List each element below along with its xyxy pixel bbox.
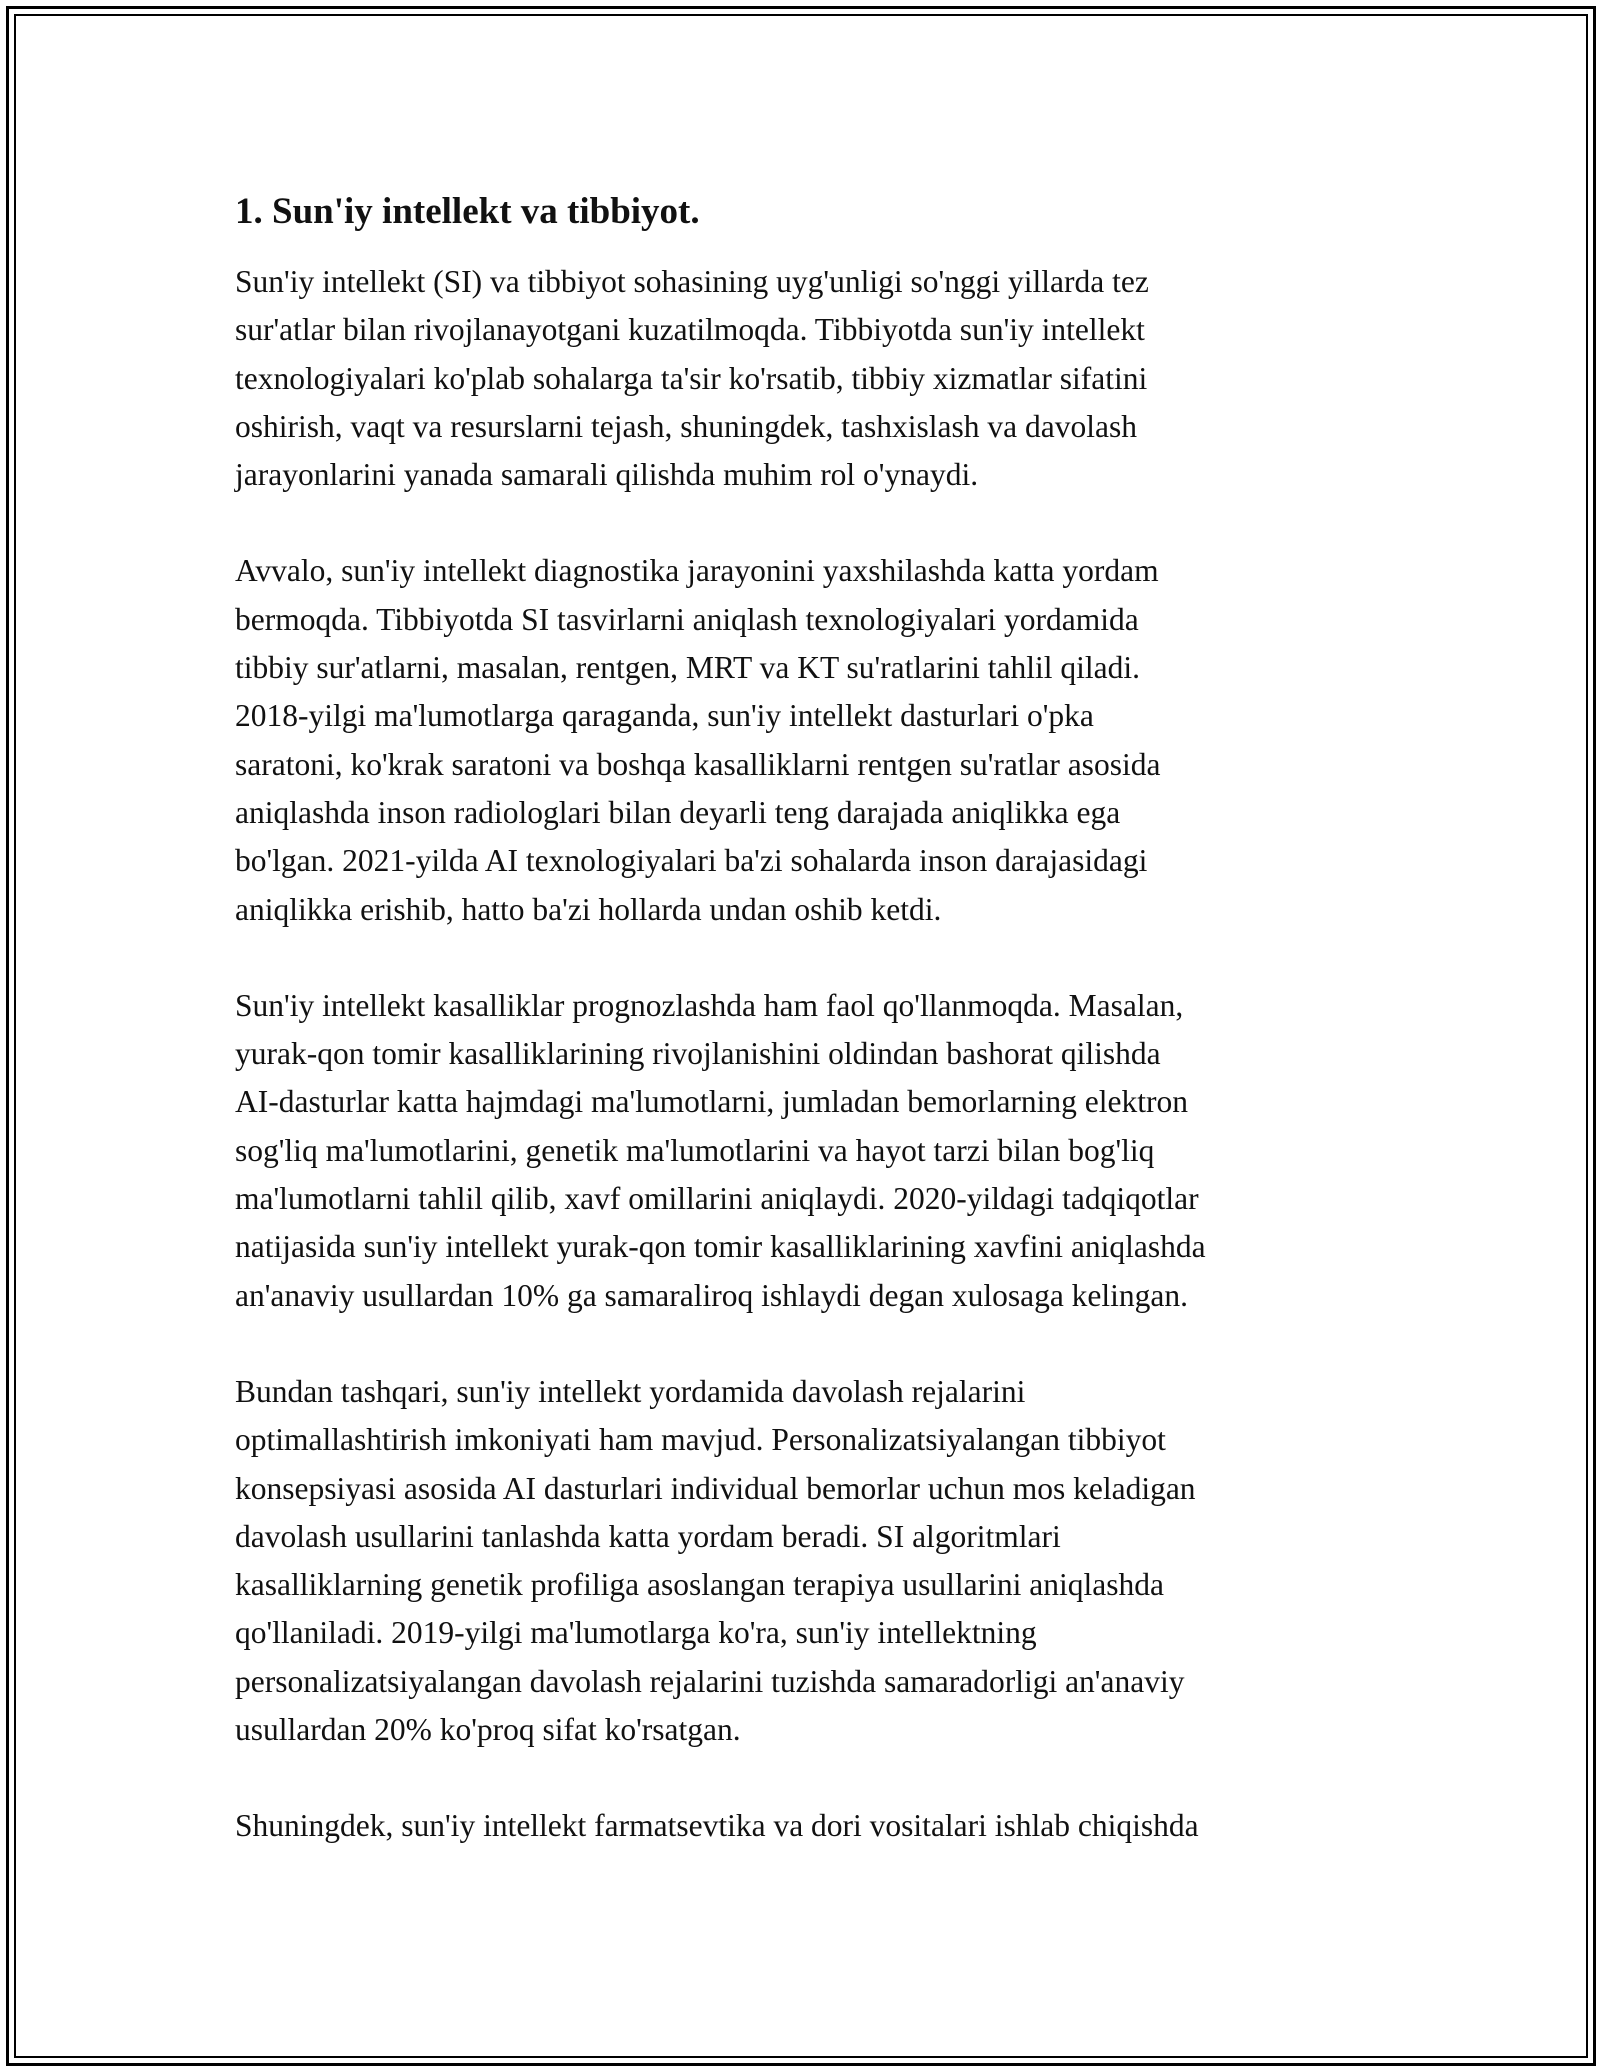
- paragraph-line: bermoqda. Tibbiyotda SI tasvirlarni aniqlash texnologiyalari yordamida: [235, 601, 1139, 637]
- paragraph-line: tibbiy sur'atlarni, masalan, rentgen, MRT va KT su'ratlarini tahlil qiladi.: [235, 650, 1140, 686]
- paragraph-line: 2018-yilgi ma'lumotlarga qaraganda, sun'iy intellekt dasturlari o'pka: [235, 698, 1094, 734]
- paragraph-line: aniqlikka erishib, hatto ba'zi hollarda undan oshib ketdi.: [235, 891, 942, 927]
- paragraph-line: ma'lumotlarni tahlil qilib, xavf omillarini aniqlaydi. 2020-yildagi tadqiqotlar: [235, 1181, 1199, 1217]
- paragraph-line: Shuningdek, sun'iy intellekt farmatsevtika va dori vositalari ishlab chiqishda: [235, 1808, 1199, 1844]
- paragraph-line: yurak-qon tomir kasalliklarining rivojlanishini oldindan bashorat qilishda: [235, 1036, 1161, 1072]
- paragraph-line: Bundan tashqari, sun'iy intellekt yordamida davolash rejalarini: [235, 1373, 1026, 1409]
- paragraph-line: an'anaviy usullardan 10% ga samaraliroq ishlaydi degan xulosaga kelingan.: [235, 1277, 1189, 1313]
- paragraph-line: natijasida sun'iy intellekt yurak-qon tomir kasalliklarining xavfini aniqlashda: [235, 1229, 1206, 1265]
- paragraph-line: bo'lgan. 2021-yilda AI texnologiyalari ba'zi sohalarda inson darajasidagi: [235, 843, 1148, 879]
- paragraph-line: sur'atlar bilan rivojlanayotgani kuzatilmoqda. Tibbiyotda sun'iy intellekt: [235, 312, 1145, 348]
- paragraph-line: personalizatsiyalangan davolash rejalarini tuzishda samaradorligi an'anaviy: [235, 1663, 1185, 1699]
- paragraph-5: [235, 1802, 1385, 1850]
- paragraph-line: konsepsiyasi asosida AI dasturlari individual bemorlar uchun mos keladigan: [235, 1470, 1196, 1506]
- paragraph-3: [235, 982, 1385, 1320]
- paragraph-line: jarayonlarini yanada samarali qilishda muhim rol o'ynaydi.: [235, 457, 979, 493]
- paragraph-line: Avvalo, sun'iy intellekt diagnostika jarayonini yaxshilashda katta yordam: [235, 553, 1159, 589]
- paragraph-line: Sun'iy intellekt (SI) va tibbiyot sohasining uyg'unligi so'nggi yillarda tez: [235, 264, 1149, 299]
- paragraph-line: kasalliklarning genetik profiliga asoslangan terapiya usullarini aniqlashda: [235, 1567, 1164, 1603]
- paragraph-line: sog'liq ma'lumotlarini, genetik ma'lumotlarini va hayot tarzi bilan bog'liq: [235, 1132, 1155, 1168]
- paragraph-4: [235, 1368, 1385, 1754]
- paragraph-2: [235, 547, 1385, 933]
- paragraph-line: oshirish, vaqt va resurslarni tejash, shuningdek, tashxislash va davolash: [235, 408, 1137, 444]
- paragraph-1: [235, 258, 1385, 499]
- paragraph-line: AI-dasturlar katta hajmdagi ma'lumotlarni, jumladan bemorlarning elektron: [235, 1084, 1188, 1120]
- paragraph-line: texnologiyalari ko'plab sohalarga ta'sir ko'rsatib, tibbiy xizmatlar sifatini: [235, 360, 1148, 396]
- paragraph-line: aniqlashda inson radiologlari bilan deyarli teng darajada aniqlikka ega: [235, 794, 1121, 830]
- paragraph-line: qo'llaniladi. 2019-yilgi ma'lumotlarga ko'ra, sun'iy intellektning: [235, 1615, 1037, 1651]
- paragraph-list: [235, 258, 1385, 1851]
- paragraph-line: optimallashtirish imkoniyati ham mavjud. Personalizatsiyalangan tibbiyot: [235, 1422, 1166, 1458]
- paragraph-line: saratoni, ko'krak saratoni va boshqa kasalliklarni rentgen su'ratlar asosida: [235, 746, 1161, 782]
- paragraph-line: Sun'iy intellekt kasalliklar prognozlashda ham faol qo'llanmoqda. Masalan,: [235, 987, 1184, 1023]
- document-body: [235, 188, 1385, 1899]
- section-heading: 1. Sun'iy intellekt va tibbiyot.: [235, 191, 700, 232]
- paragraph-line: usullardan 20% ko'proq sifat ko'rsatgan.: [235, 1712, 741, 1748]
- paragraph-line: davolash usullarini tanlashda katta yordam beradi. SI algoritmlari: [235, 1518, 1061, 1554]
